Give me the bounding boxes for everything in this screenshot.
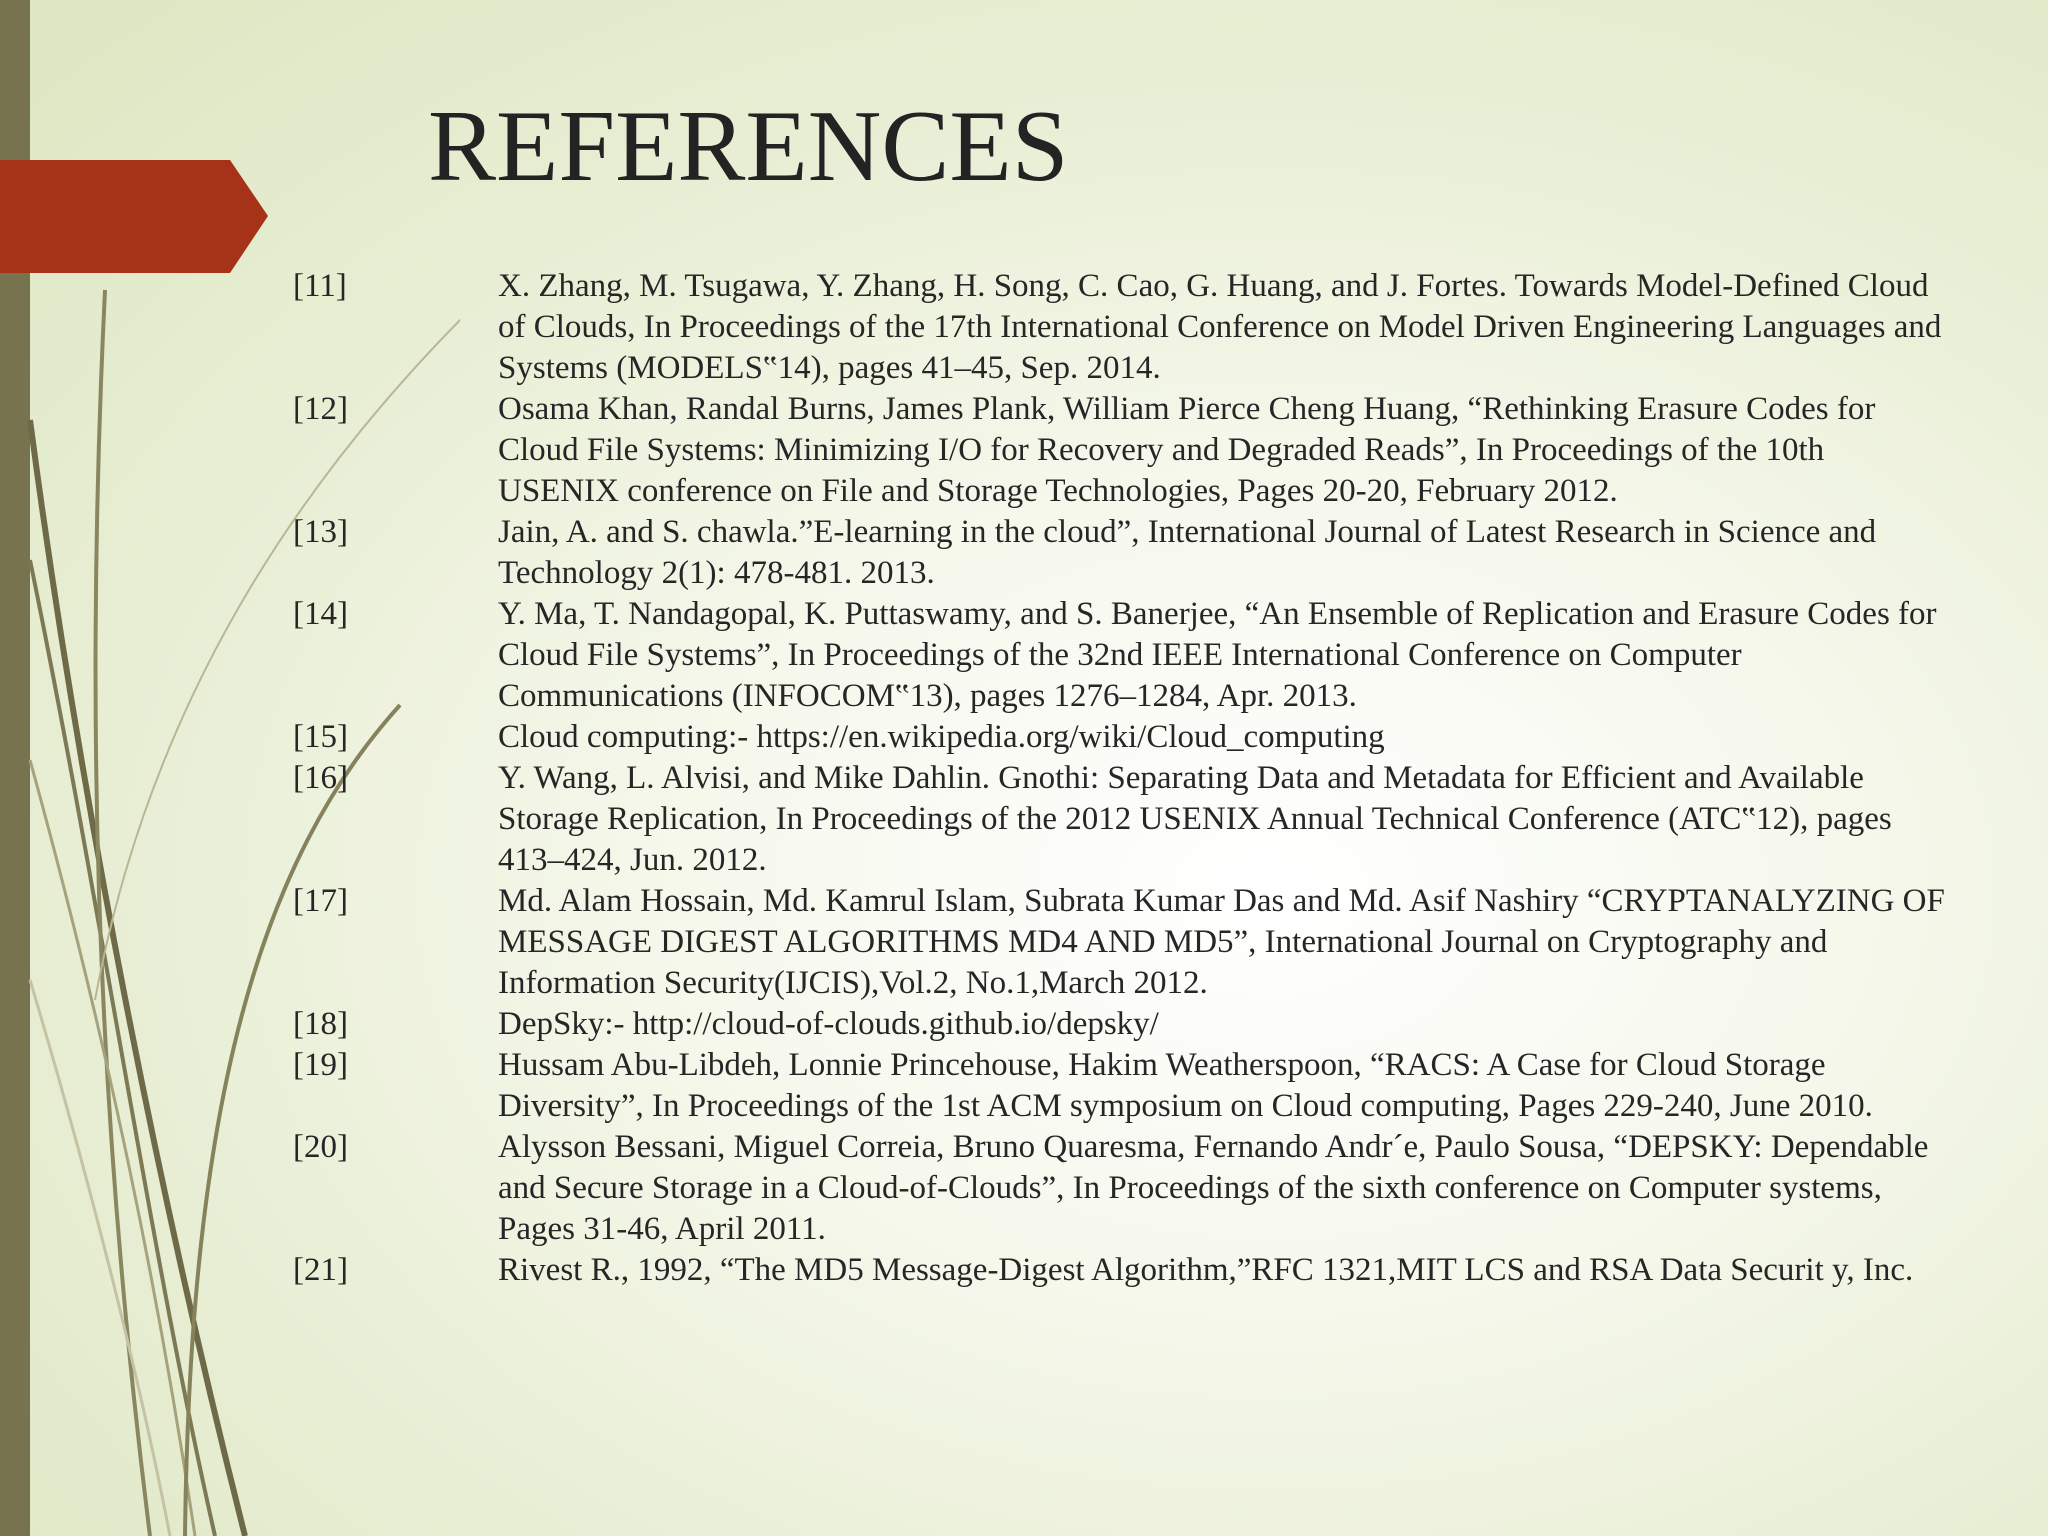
reference-text: Cloud computing:- https://en.wikipedia.org/wiki/Cloud_computing xyxy=(498,719,1385,755)
reference-entry-12 xyxy=(293,389,1993,512)
reference-text: Jain, A. and S. chawla.”E-learning in the cloud”, International Journal of Latest Research in Science and Technology 2(1): 478-481. 2013. xyxy=(498,514,1877,591)
reference-text: Md. Alam Hossain, Md. Kamrul Islam, Subrata Kumar Das and Md. Asif Nashiry “CRYPTANALYZING OF MESSAGE DIGEST ALGORITHMS MD4 AND MD5”, International Journal on Cryptography and Information Security(IJCIS),Vol.2, No.1,March 2012. xyxy=(498,883,1945,1001)
reference-text: Osama Khan, Randal Burns, James Plank, William Pierce Cheng Huang, “Rethinking Erasure Codes for Cloud File Systems: Minimizing I/O for Recovery and Degraded Reads”, In Proceedings of the 10th USENIX conference on File and Storage Technologies, Pages 20-20, February 2012. xyxy=(498,391,1876,509)
reference-entry-17 xyxy=(293,881,1993,1004)
reference-text: Rivest R., 1992, “The MD5 Message-Digest Algorithm,”RFC 1321,MIT LCS and RSA Data Securit y, Inc. xyxy=(498,1252,1914,1288)
reference-number: [19] xyxy=(293,1047,348,1083)
decor-curve-1 xyxy=(30,420,245,1536)
reference-number: [17] xyxy=(293,883,348,919)
reference-entry-21 xyxy=(293,1250,1993,1291)
decor-curve-7 xyxy=(30,980,170,1536)
decor-curve-3 xyxy=(95,290,150,1536)
reference-number: [21] xyxy=(293,1252,348,1288)
reference-text: Y. Ma, T. Nandagopal, K. Puttaswamy, and S. Banerjee, “An Ensemble of Replication and Erasure Codes for Cloud File Systems”, In Proceedings of the 32nd IEEE International Conference on Computer Communications (INFOCOM‟13), pages 1276–1284, Apr. 2013. xyxy=(498,596,1937,714)
reference-text: X. Zhang, M. Tsugawa, Y. Zhang, H. Song, C. Cao, G. Huang, and J. Fortes. Towards Model-Defined Cloud of Clouds, In Proceedings of the 17th International Conference on Model Driven Engineering Languages and Systems (MODELS‟14), pages 41–45, Sep. 2014. xyxy=(498,268,1942,386)
reference-number: [16] xyxy=(293,760,348,796)
slide-title: REFERENCES xyxy=(428,90,1069,203)
reference-entry-14 xyxy=(293,594,1993,717)
reference-text: Alysson Bessani, Miguel Correia, Bruno Quaresma, Fernando Andr´e, Paulo Sousa, “DEPSKY: Dependable and Secure Storage in a Cloud-of-Clouds”, In Proceedings of the sixth conference on Computer systems, Pages 31-46, April 2011. xyxy=(498,1129,1929,1247)
reference-number: [14] xyxy=(293,596,348,632)
reference-number: [20] xyxy=(293,1129,348,1165)
reference-number: [12] xyxy=(293,391,348,427)
reference-entry-18 xyxy=(293,1004,1993,1045)
reference-entry-19 xyxy=(293,1045,1993,1127)
reference-list xyxy=(293,266,1993,1291)
reference-text: DepSky:- http://cloud-of-clouds.github.io/depsky/ xyxy=(498,1006,1159,1042)
reference-number: [11] xyxy=(293,268,347,304)
reference-text: Y. Wang, L. Alvisi, and Mike Dahlin. Gnothi: Separating Data and Metadata for Efficient and Available Storage Replication, In Proceedings of the 2012 USENIX Annual Technical Conference (ATC‟12), pages 413–424, Jun. 2012. xyxy=(498,760,1892,878)
reference-number: [18] xyxy=(293,1006,348,1042)
title-arrow-shape xyxy=(0,160,268,273)
reference-number: [15] xyxy=(293,719,348,755)
reference-number: [13] xyxy=(293,514,348,550)
reference-text: Hussam Abu-Libdeh, Lonnie Princehouse, Hakim Weatherspoon, “RACS: A Case for Cloud Storage Diversity”, In Proceedings of the 1st ACM symposium on Cloud computing, Pages 229-240, June 2010. xyxy=(498,1047,1873,1124)
reference-entry-11 xyxy=(293,266,1993,389)
reference-entry-20 xyxy=(293,1127,1993,1250)
reference-entry-16 xyxy=(293,758,1993,881)
reference-entry-13 xyxy=(293,512,1993,594)
reference-entry-15 xyxy=(293,717,1993,758)
